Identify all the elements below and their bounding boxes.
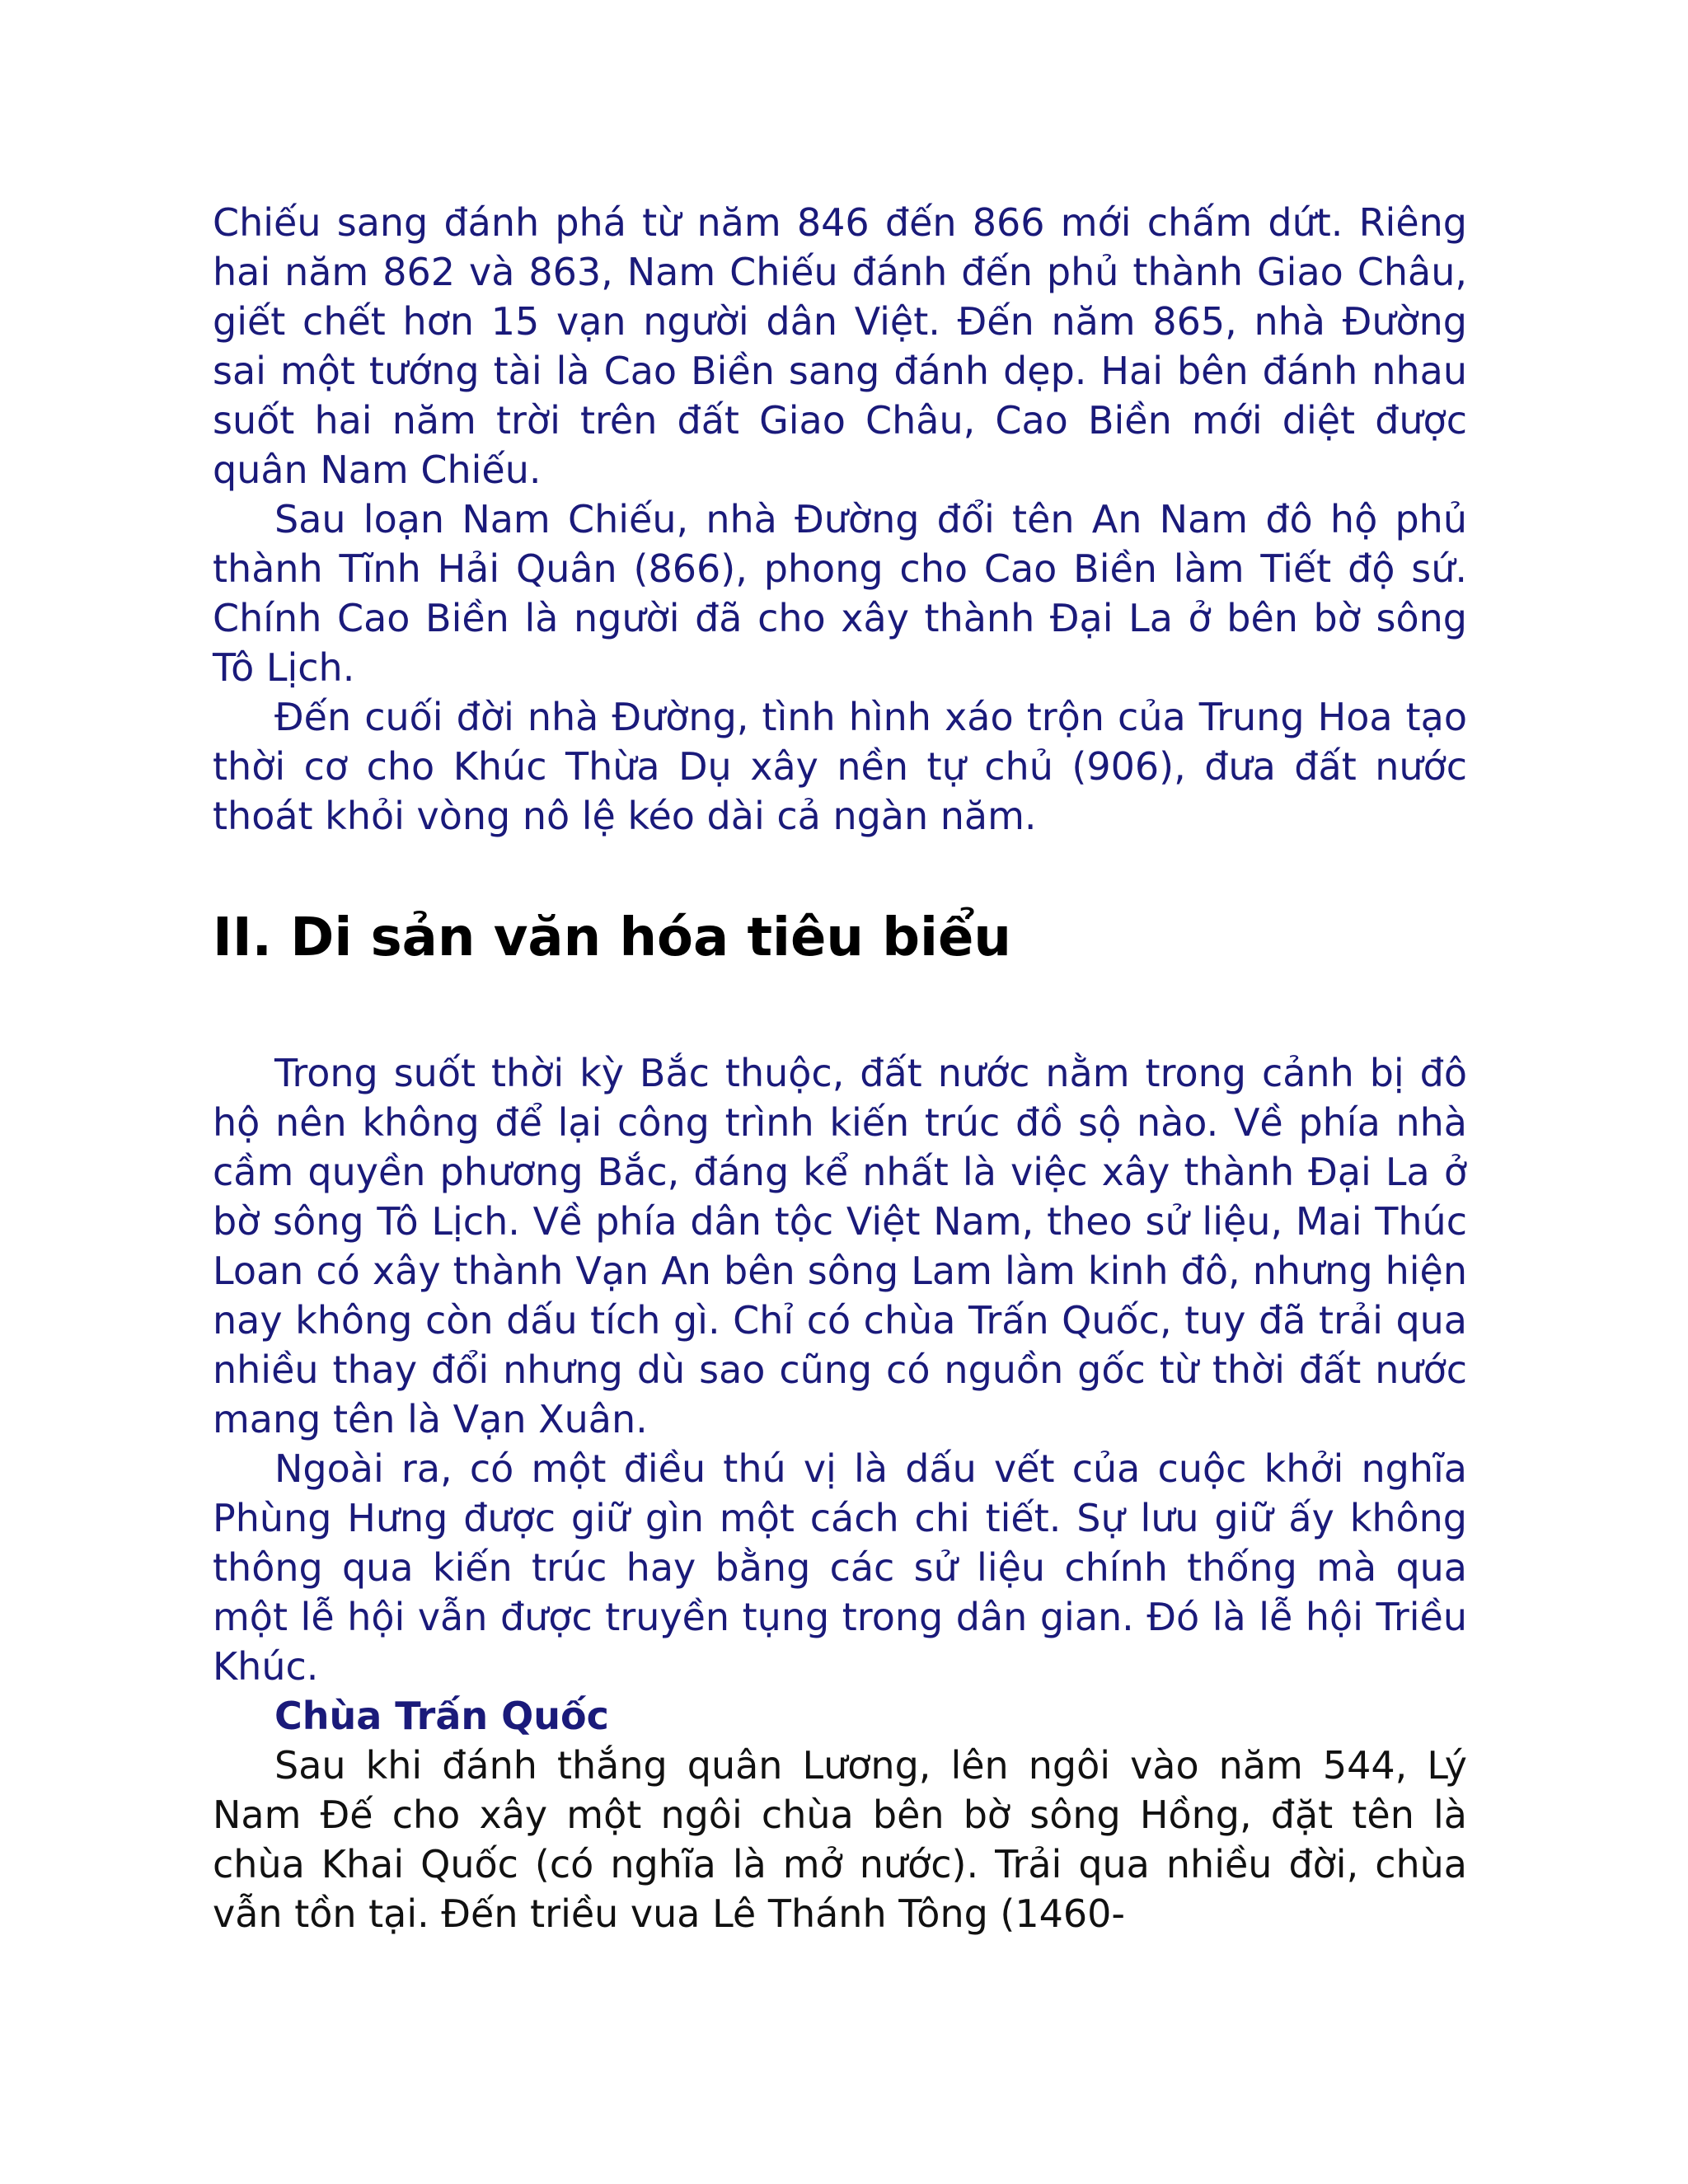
paragraph-nam-chieu-invasion: Chiếu sang đánh phá từ năm 846 đến 866 mới chấm dứt. Riêng hai năm 862 và 863, Nam Chiếu đánh đến phủ thành Giao Châu, giết chết hơn 15 vạn người dân Việt. Đến năm 865, nhà Đường sai một tướng tài là Cao Biền sang đánh dẹp. Hai bên đánh nhau suốt hai năm trời trên đất Giao Châu, Cao Biền mới diệt được quân Nam Chiếu. — [213, 200, 1467, 492]
paragraph-tinh-hai-quan: Sau loạn Nam Chiếu, nhà Đường đổi tên An Nam đô hộ phủ thành Tĩnh Hải Quân (866), phong cho Cao Biền làm Tiết độ sứ. Chính Cao Biền là người đã cho xây thành Đại La ở bên bờ sông Tô Lịch. — [213, 497, 1467, 690]
section-body — [213, 1048, 1467, 1938]
section-heading: II. Di sản văn hóa tiêu biểu — [213, 907, 1011, 968]
paragraph-bac-thuoc-heritage: Trong suốt thời kỳ Bắc thuộc, đất nước nằm trong cảnh bị đô hộ nên không để lại công trình kiến trúc đồ sộ nào. Về phía nhà cầm quyền phương Bắc, đáng kể nhất là việc xây thành Đại La ở bờ sông Tô Lịch. Về phía dân tộc Việt Nam, theo sử liệu, Mai Thúc Loan có xây thành Vạn An bên sông Lam làm kinh đô, nhưng hiện nay không còn dấu tích gì. Chỉ có chùa Trấn Quốc, tuy đã trải qua nhiều thay đổi nhưng dù sao cũng có nguồn gốc từ thời đất nước mang tên là Vạn Xuân. — [213, 1051, 1467, 1441]
paragraph-phung-hung-festival: Ngoài ra, có một điều thú vị là dấu vết của cuộc khởi nghĩa Phùng Hưng được giữ gìn một cách chi tiết. Sự lưu giữ ấy không thông qua kiến trúc hay bằng các sử liệu chính thống mà qua một lễ hội vẫn được truyền tụng trong dân gian. Đó là lễ hội Triều Khúc. — [213, 1446, 1467, 1689]
paragraph-khuc-thua-du: Đến cuối đời nhà Đường, tình hình xáo trộn của Trung Hoa tạo thời cơ cho Khúc Thừa Dụ xây nền tự chủ (906), đưa đất nước thoát khỏi vòng nô lệ kéo dài cả ngàn năm. — [213, 695, 1467, 838]
subheading-chua-tran-quoc: Chùa Trấn Quốc — [274, 1694, 609, 1738]
document-page — [213, 198, 1467, 1938]
paragraph-chua-tran-quoc: Sau khi đánh thắng quân Lương, lên ngôi vào năm 544, Lý Nam Đế cho xây một ngôi chùa bên bờ sông Hồng, đặt tên là chùa Khai Quốc (có nghĩa là mở nước). Trải qua nhiều đời, chùa vẫn tồn tại. Đến triều vua Lê Thánh Tông (1460- — [213, 1743, 1467, 1936]
